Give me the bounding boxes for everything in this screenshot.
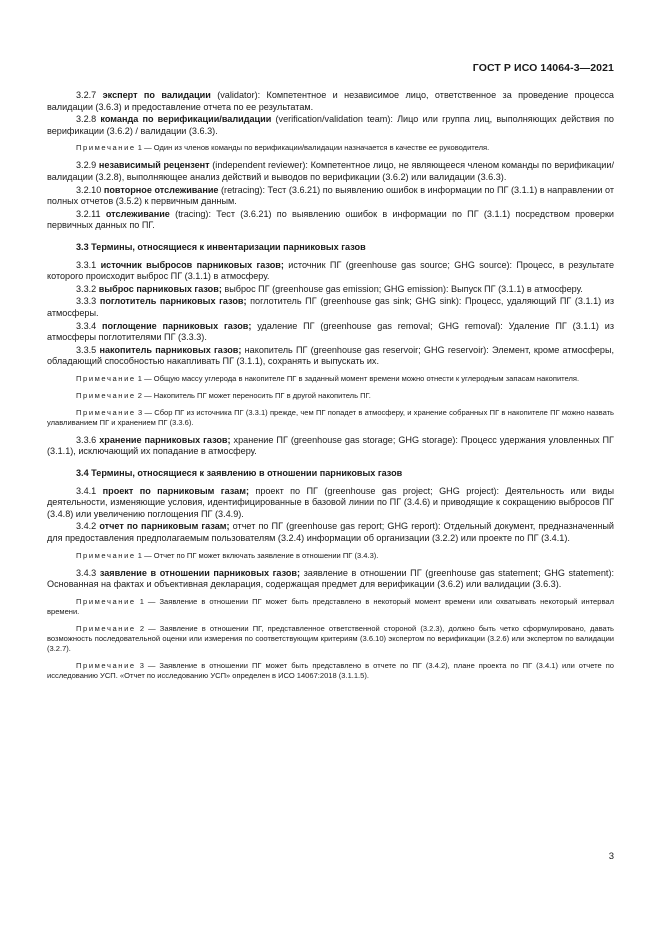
term-number: 3.2.11 — [76, 208, 101, 219]
document-body — [47, 90, 614, 688]
term-number: 3.4.1 — [76, 485, 97, 496]
term-number: 3.4.2 — [76, 521, 97, 532]
section-heading — [47, 468, 614, 480]
term-name: источник выбросов парниковых газов; — [100, 259, 284, 270]
note-text: — Сбор ПГ из источника ПГ (3.3.1) прежде, чем ПГ попадет в атмосферу, и хранение собранных ПГ в накопителе ПГ можно назвать улавливанием ПГ и хранением ПГ (3.3.6). — [47, 407, 614, 427]
note-label: Примечание — [76, 407, 136, 417]
term-name: независимый рецензент — [98, 160, 210, 171]
page-number: 3 — [608, 851, 614, 862]
term-definition — [47, 90, 614, 113]
term-text: (validator): Компетентное и независимое лицо, ответственное за проведение процесса валидации (3.6.3) и предоставление отчета по ее результатам. — [47, 90, 614, 112]
term-number: 3.3.3 — [76, 296, 97, 307]
term-name: повторное отслеживание — [103, 184, 219, 195]
term-definition — [47, 345, 614, 368]
note-number: 2 — [137, 390, 142, 400]
term-number: 3.2.7 — [76, 90, 97, 100]
term-text: выброс ПГ (greenhouse gas emission; GHG emission): Выпуск ПГ (3.1.1) в атмосферу. — [224, 283, 583, 294]
term-text: источник ПГ (greenhouse gas source; GHG source): Процесс, в результате которого происходит выброс ПГ (3.1.1) в атмосферу. — [47, 259, 615, 282]
document-header: ГОСТ Р ИСО 14064-3—2021 — [472, 62, 614, 74]
note-number: 1 — [137, 143, 142, 153]
note-label: Примечание — [76, 143, 136, 153]
term-text: (retracing): Тест (3.6.21) по выявлению ошибок в информации по ПГ (3.1.1) в направлении от полных отчетов (3.5.2) к первичным данным. — [47, 184, 614, 207]
term-name: поглотитель парниковых газов; — [99, 296, 247, 307]
term-text: (tracing): Тест (3.6.21) по выявлению ошибок в информации по ПГ (3.1.1) посредством проверки первичных данных по ПГ. — [47, 208, 615, 231]
note-number: 1 — [139, 596, 144, 606]
term-definition — [47, 284, 614, 296]
term-definition — [47, 260, 614, 283]
note-text: — Заявление в отношении ПГ, представленное ответственной стороной (3.2.3), должно быть четко сформулировано, давать возможность последовательной оценки или измерения по соответствующим критериям (3.6.10) экспертом по верификации (3.2.6) или экспертом по валидации (3.2.7). — [47, 623, 614, 653]
note-label: Примечание — [76, 660, 136, 670]
term-definition — [47, 521, 614, 544]
note-number: 3 — [139, 660, 144, 670]
note-text: — Общую массу углерода в накопителе ПГ в заданный момент времени можно отнести к углеродным запасам накопителя. — [144, 373, 580, 383]
note-label: Примечание — [76, 596, 136, 606]
term-number: 3.4.3 — [76, 567, 97, 578]
note-text: — Заявление в отношении ПГ может быть представлено в некоторый момент времени или охватывать некоторый интервал времени. — [47, 596, 614, 616]
term-definition — [47, 209, 614, 232]
term-text: отчет по ПГ (greenhouse gas report; GHG report): Отдельный документ, предназначенный для предоставления предполагаемым пользователям (3.2.4) информации об организации (3.2.2) или проекте по ПГ (3.4.1). — [47, 521, 615, 544]
note-label: Примечание — [76, 390, 136, 400]
note — [47, 551, 614, 561]
term-text: удаление ПГ (greenhouse gas removal; GHG removal): Удаление ПГ (3.1.1) из атмосферы поглотителями ПГ (3.3.3). — [47, 320, 614, 343]
term-text: (independent reviewer): Компетентное лицо, не являющееся членом команды по верификации/валидации (3.2.8), выполняющее анализ действий и выводов по верификации (3.6.2) или валидации (3.6.3). — [47, 160, 614, 182]
term-definition — [47, 114, 614, 137]
term-name: выброс парниковых газов; — [98, 283, 222, 294]
section-heading-text: 3.4 Термины, относящиеся к заявлению в отношении парниковых газов — [76, 468, 403, 479]
term-number: 3.3.1 — [76, 259, 97, 270]
term-definition — [47, 486, 614, 521]
note-label: Примечание — [76, 550, 136, 560]
term-name: поглощение парниковых газов; — [102, 320, 252, 331]
note — [47, 143, 614, 153]
note-text: — Заявление в отношении ПГ может быть представлено в отчете по ПГ (3.4.2), плане проекта по ПГ (3.4.1) или отчете по исследованию УСП. «Отчет по исследованию УСП» определен в ИСО 14067:2018 (3.1.1.5). — [47, 660, 614, 680]
term-definition — [47, 185, 614, 208]
term-definition — [47, 435, 614, 458]
term-name: заявление в отношении парниковых газов; — [99, 567, 301, 578]
document-page — [47, 0, 614, 935]
note-text: — Отчет по ПГ может включать заявление в отношении ПГ (3.4.3). — [144, 550, 379, 560]
term-number: 3.3.2 — [76, 283, 97, 294]
term-name: команда по верификации/валидации — [100, 114, 272, 125]
term-number: 3.3.5 — [76, 344, 97, 355]
note-number: 3 — [137, 407, 143, 417]
term-text: накопитель ПГ (greenhouse gas reservoir; GHG reservoir): Элемент, кроме атмосферы, обладающий способностью накапливать ПГ (3.1.1), сохранять и выпускать их. — [47, 344, 615, 367]
term-name: эксперт по валидации — [102, 90, 211, 100]
section-heading — [47, 242, 614, 254]
note — [47, 391, 614, 401]
term-name: хранение парниковых газов; — [99, 434, 231, 445]
note — [47, 661, 614, 681]
term-text: поглотитель ПГ (greenhouse gas sink; GHG sink): Процесс, удаляющий ПГ (3.1.1) из атмосферы. — [47, 296, 614, 318]
term-text: заявление в отношении ПГ (greenhouse gas statement; GHG statement): Основанная на фактах и объективная декларация, содержащая предмет для верификации (3.6.2) или валидации (3.6.3). — [47, 567, 614, 590]
note-text: — Накопитель ПГ может переносить ПГ в другой накопитель ПГ. — [144, 390, 371, 400]
term-name: проект по парниковым газам; — [102, 485, 249, 496]
term-text: (verification/validation team): Лицо или группа лиц, выполняющих действия по верификации (3.6.2) / валидации (3.6.3). — [47, 114, 614, 136]
term-text: проект по ПГ (greenhouse gas project; GHG project): Деятельность или виды деятельности, изменяющие условия, идентифицированные в базовой линии по ПГ (3.4.6) и приводящие к сокращению выбросов ПГ (3.4.8) или увеличению поглощения ПГ (3.4.9). — [47, 485, 614, 519]
note — [47, 597, 614, 617]
note-number: 1 — [137, 373, 142, 383]
note-number: 1 — [137, 550, 142, 560]
term-text: хранение ПГ (greenhouse gas storage; GHG storage): Процесс удержания уловленных ПГ (3.1.1), исключающий их попадание в атмосферу. — [47, 434, 614, 457]
note — [47, 374, 614, 384]
term-name: отчет по парниковым газам; — [99, 521, 230, 532]
term-name: отслеживание — [105, 208, 170, 219]
note-number: 2 — [139, 623, 145, 633]
term-number: 3.2.9 — [76, 160, 97, 171]
term-name: накопитель парниковых газов; — [99, 344, 242, 355]
term-definition — [47, 296, 614, 319]
note-text: — Один из членов команды по верификации/валидации назначается в качестве ее руководителя. — [144, 143, 490, 153]
term-definition — [47, 160, 614, 183]
term-number: 3.3.4 — [76, 320, 97, 331]
note-label: Примечание — [76, 623, 136, 633]
term-definition — [47, 568, 614, 591]
note-label: Примечание — [76, 373, 136, 383]
note — [47, 624, 614, 654]
term-number: 3.3.6 — [76, 434, 97, 445]
section-heading-text: 3.3 Термины, относящиеся к инвентаризации парниковых газов — [76, 241, 366, 252]
term-definition — [47, 321, 614, 344]
term-number: 3.2.8 — [76, 114, 97, 125]
term-number: 3.2.10 — [76, 184, 102, 195]
note — [47, 408, 614, 428]
